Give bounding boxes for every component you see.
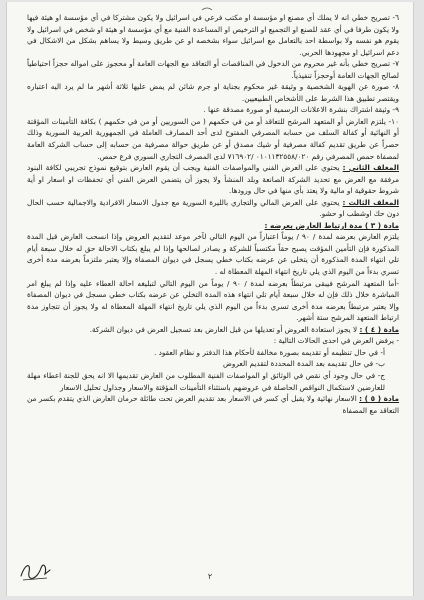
- envelope-3-text: يحتوي على العرض المالي والتجاري بالليرة السورية مع جدول الاسعار الافرادية والاجمالية حسب الحال دون حك اوشطب او حشو.: [27, 197, 399, 219]
- rejection-b: ب- في حال تقديمه بعد المدة المحددة لتقديم العروض: [223, 359, 385, 369]
- article-3-contractor-text: -أما المتعهد المرشح فيبقى مرتبطاً بعرضه لمدة / ٩٠ / يوماً من اليوم التالي لتبليغه احالة العطاء عليه وإذا لم يبلغ امر المباشرة خلال ذلك فإن له خلال سبعة أيام تلي انتهاء هذه المدة التخلي عن عرضه بكتاب خطي مسجل في ديوان المصفاة وإلا يعتبر مرتبطاً بعرضه مدة أخرى تسري بدءاً من اليوم الذي يلي تاريخ انتهاء المهلة المعطاة له ولا يجوز أن تتجاوز مدة ارتباط المتعهد المرشح ستة أشهر.: [27, 278, 399, 323]
- envelope-3-paragraph: [27, 197, 399, 220]
- document-page: [6, 2, 414, 596]
- clause-9: ٩- وثيقة اشتراك بنشرة الاعلانات الرسمية أو صورة مصدقة عنها .: [203, 105, 399, 115]
- rejection-c: ج- في حال وجود أي نقص في الوثائق او المواصفات الفنية المطلوب من العارض تقديمها الا انه يحق للجنة اعطاء مهلة للعارضين لاستكمال النواقص الحاصلة في عروضهم باستثناء التأمينات المؤقتة والاسعار وجداول تحليل الاسعار: [27, 370, 385, 392]
- envelope-3-heading: المغلف الثالث :: [342, 197, 399, 207]
- envelope-2-heading: المغلف الثاني :: [342, 163, 399, 173]
- rejection-intro: - يرفض العرض في احدى الحالات التالية :: [273, 336, 399, 346]
- article-5-text: الاسعار نهائية ولا يقبل أي كسر في الاسعار بعد تقديم العرض تحت طائلة حرمان العارض الذي يتقدم بكسر من التعاقد مع المصفاة: [27, 394, 399, 415]
- envelope-2-text: يحتوي على العرض الفني والمواصفات الفنية ويجب أن يقوم العارض بتوقيع نموذج تجريبي لكافة البنود مرفقة مع العرض مع تحديد الشركة الصانعة وبلد المنشأ ولا يجوز أن يتضمن العرض الفني أي تحفظات او اسعار او أية شروط حقوقية او مالية ولا يعتد بأي منها في حال ورودها.: [27, 163, 399, 196]
- article-3-heading: مادة ( ٣ ) مدة ارتباط العارض بعرضه :: [264, 220, 399, 230]
- envelope-2-paragraph: [27, 162, 399, 197]
- article-4-heading: مادة ( ٤ ) :: [359, 324, 399, 334]
- article-5-heading: مادة ( ٥ ) :: [359, 394, 399, 404]
- clause-6: ٦- تصريح خطي انه لا يملك أي مصنع او مؤسسة او مكتب فرعي في اسرائيل ولا يكون مشتركا في أي مؤسسة او هيئة فيها ولا يكون طرفا في أي عقد للصنع او التجميع او الترخيص او المساعدة الفنية مع أي مؤسسة او هيئة او شخص في اسرائيل ولا يقوم هو نفسه ولا بواسطة احد بالتعامل مع اسرائيل سواء بشخصه او عن طريق وسيط ولا يساهم بشكل من الاشكال في دعم اسرائيل او مجهودها الحربي.: [27, 13, 399, 57]
- clause-10: ١٠- يلتزم العارض أو المتعهد المرشح للتعاقد أو من في حكمهم ( من السوريين أو من في حكمهم ) بكافة التأمينات المؤقتة أو النهائية أو كفالة السلف من حسابه المصرفي المفتوح لدى أحد المصارف العاملة في الجمهورية العربية السورية وذلك حصراً عن طريق تقديم كفالة مصرفية أو شيك مصدق أو عن طريق حوالة مصرفية من حسابه إلى حساب الشركة العامة لمصفاة حمص المصرفي رقم ٠١٠١١٣٢٥٥٨/٠٢٠ /٧١٦٩٠٢ لدى المصرف التجاري السوري فرع حمص.: [27, 116, 399, 161]
- page-number: ٢: [207, 572, 213, 581]
- clause-7: ٧- تصريح خطي بأنه غير محروم من الدخول في المناقصات أو التعاقد مع الجهات العامة أو محجوز على امواله حجزاً احتياطياً لصالح الجهات العامة أوحجزاً تنفيذياً.: [27, 59, 399, 80]
- clause-8: ٨- صورة عن الهوية الشخصية و وثيقة غير محكوم بجناية او جرم شائن لم يمض عليها ثلاثة أشهر ما لم يرد اليه اعتباره ويقتصر تطبيق هذا الشرط على الأشخاص الطبيعيين.: [27, 82, 399, 103]
- article-4-paragraph: [27, 324, 399, 336]
- rejection-a: أ- في حال تنظيمه أو تقديمه بصورة مخالفة لأحكام هذا الدفتر و نظام العقود .: [153, 347, 385, 357]
- article-4-text: لا يجوز استعادة العروض أو تعديلها من قبل العارض بعد تسجيل العرض في ديوان الشركة.: [89, 324, 358, 334]
- article-3-bidder-text: يلتزم العارض بعرضه لمدة / ٩٠ / يوماً اعتباراً من اليوم التالي لآخر موعد لتقديم العروض وإذا انسحب العارض قبل المدة المذكورة فإن التأمين المؤقت يصبح حقاً مكتسباً للشركة و يصادر لصالحها وإذا لم يبلغ بكتاب الاحالة حق له خلال سبعة أيام تلي انتهاء المدة المذكورة أن يتخلى عن عرضه بكتاب خطي يسجل في ديوان المصفاة وإلا يعتبر ملتزماً بعرضه مدة أخرى تسري بدءاً من اليوم الذي يلي تاريخ انتهاء المهلة المعطاة له .: [27, 232, 399, 277]
- article-3-heading-line: [27, 220, 399, 232]
- article-5-paragraph: [27, 393, 399, 416]
- document-body: [27, 12, 399, 416]
